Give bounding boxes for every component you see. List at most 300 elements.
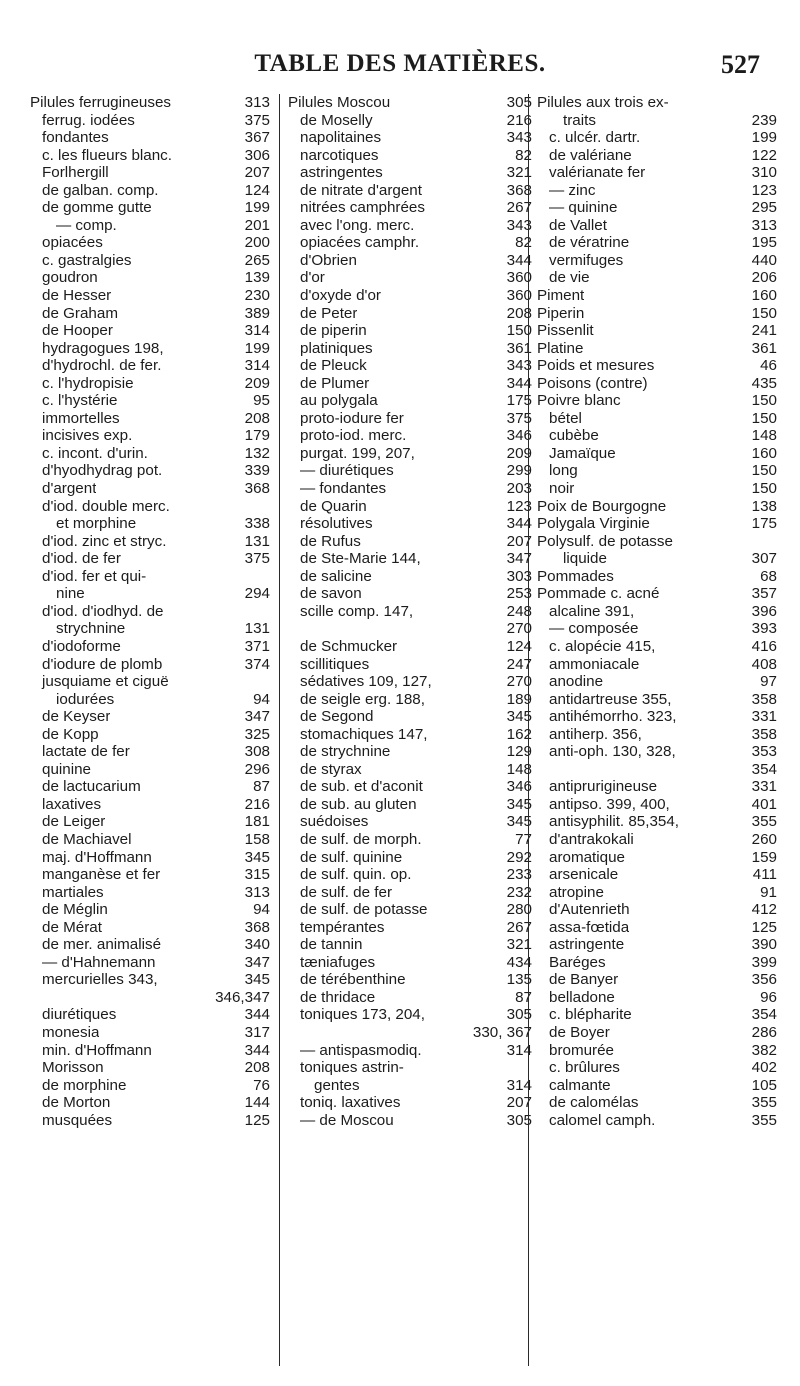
index-entry <box>30 884 270 902</box>
entry-term: de strychnine <box>300 743 391 761</box>
index-entry <box>288 919 532 937</box>
index-entry <box>288 778 532 796</box>
entry-pages: 209 <box>244 374 270 392</box>
entry-term: antihémorrho. 323, <box>549 708 677 726</box>
entry-pages: 295 <box>751 199 777 217</box>
index-entry <box>30 445 270 463</box>
entry-term: Polygala Virginie <box>537 515 650 533</box>
index-entry <box>537 656 777 674</box>
index-entry <box>30 638 270 656</box>
index-entry <box>288 129 532 147</box>
index-entry <box>537 761 777 779</box>
entry-pages: 91 <box>760 883 777 901</box>
index-entry <box>30 708 270 726</box>
entry-term: de calomélas <box>549 1094 639 1112</box>
index-entry <box>537 427 777 445</box>
entry-term: résolutives <box>300 515 373 533</box>
entry-term: Morisson <box>42 1059 104 1077</box>
entry-pages: 344 <box>506 374 532 392</box>
index-entry <box>288 936 532 954</box>
entry-pages: 434 <box>506 953 532 971</box>
entry-term: iodurées <box>56 690 115 708</box>
entry-term: toniq. laxatives <box>300 1094 401 1112</box>
entry-term: de Mérat <box>42 918 102 936</box>
entry-pages: 313 <box>244 883 270 901</box>
entry-term: de savon <box>300 585 362 603</box>
entry-pages: 416 <box>751 637 777 655</box>
entry-pages: 150 <box>751 392 777 410</box>
index-entry <box>30 1112 270 1130</box>
entry-term: de sulf. de potasse <box>300 901 428 919</box>
entry-term: Poivre blanc <box>537 392 621 410</box>
index-entry <box>537 1042 777 1060</box>
entry-pages: 208 <box>506 304 532 322</box>
entry-term: traits <box>563 111 596 129</box>
entry-term: Pissenlit <box>537 322 594 340</box>
entry-term: astringentes <box>300 164 383 182</box>
index-entry <box>30 480 270 498</box>
entry-pages: 87 <box>515 988 532 1006</box>
entry-term: d'Obrien <box>300 251 357 269</box>
index-entry <box>288 1059 532 1077</box>
entry-term: de vératrine <box>549 234 630 252</box>
entry-term: Jamaïque <box>549 444 616 462</box>
entry-term: bétel <box>549 409 582 427</box>
index-entry <box>537 287 777 305</box>
entry-pages: 315 <box>244 866 270 884</box>
entry-term: immortelles <box>42 409 120 427</box>
entry-pages: 207 <box>244 164 270 182</box>
entry-term: c. brûlures <box>549 1059 620 1077</box>
entry-pages: 371 <box>244 637 270 655</box>
entry-term: de vie <box>549 269 590 287</box>
index-entry <box>30 778 270 796</box>
entry-term: diurétiques <box>42 1006 117 1024</box>
index-entry <box>288 849 532 867</box>
entry-pages: 162 <box>506 725 532 743</box>
entry-term: incisives exp. <box>42 427 133 445</box>
index-entry <box>288 673 532 691</box>
entry-pages: 241 <box>751 322 777 340</box>
index-entry <box>288 392 532 410</box>
entry-term: de térébenthine <box>300 971 406 989</box>
entry-term: d'antrakokali <box>549 830 634 848</box>
index-entry <box>288 813 532 831</box>
index-entry <box>537 217 777 235</box>
entry-pages: 181 <box>244 813 270 831</box>
running-title: TABLE DES MATIÈRES. <box>254 50 546 77</box>
index-entry <box>30 305 270 323</box>
entry-pages: 368 <box>506 181 532 199</box>
index-entry <box>537 603 777 621</box>
entry-pages: 125 <box>751 918 777 936</box>
index-entry <box>30 849 270 867</box>
index-entry <box>288 287 532 305</box>
entry-pages: 207 <box>506 532 532 550</box>
entry-pages: 68 <box>760 567 777 585</box>
index-entry <box>288 585 532 603</box>
index-entry <box>537 919 777 937</box>
entry-pages: 160 <box>751 444 777 462</box>
index-entry <box>537 1024 777 1042</box>
entry-term: de Leiger <box>42 813 106 831</box>
entry-term: astringente <box>549 936 625 954</box>
entry-pages: 96 <box>760 988 777 1006</box>
entry-term: de sub. au gluten <box>300 795 417 813</box>
index-entry <box>30 287 270 305</box>
entry-pages: 253 <box>506 585 532 603</box>
entry-term: d'oxyde d'or <box>300 287 381 305</box>
entry-pages: 357 <box>751 585 777 603</box>
entry-term: c. l'hydropisie <box>42 374 134 392</box>
entry-term: toniques astrin- <box>300 1059 404 1077</box>
index-entry <box>288 708 532 726</box>
entry-term: tempérantes <box>300 918 385 936</box>
index-entry <box>537 954 777 972</box>
entry-term: aromatique <box>549 848 625 866</box>
entry-term: Pommade c. acné <box>537 585 660 603</box>
index-entry <box>288 269 532 287</box>
entry-pages: 138 <box>751 497 777 515</box>
index-entry <box>537 884 777 902</box>
entry-pages: 280 <box>506 901 532 919</box>
entry-pages: 321 <box>506 936 532 954</box>
entry-pages: 402 <box>751 1059 777 1077</box>
index-entry <box>537 269 777 287</box>
index-entry <box>288 480 532 498</box>
entry-term: d'Autenrieth <box>549 901 630 919</box>
entry-pages: 199 <box>751 129 777 147</box>
entry-pages: 375 <box>244 550 270 568</box>
entry-pages: 296 <box>244 760 270 778</box>
entry-term: narcotiques <box>300 146 379 164</box>
index-entry <box>30 533 270 551</box>
index-entry <box>288 199 532 217</box>
entry-pages: 347 <box>506 550 532 568</box>
entry-term: martiales <box>42 883 104 901</box>
entry-pages: 195 <box>751 234 777 252</box>
index-entry <box>30 813 270 831</box>
index-entry <box>30 971 270 989</box>
entry-pages: 356 <box>751 971 777 989</box>
entry-pages: 340 <box>244 936 270 954</box>
entry-pages: 408 <box>751 655 777 673</box>
entry-pages: 368 <box>244 480 270 498</box>
index-entry <box>30 427 270 445</box>
entry-pages: 346 <box>506 427 532 445</box>
entry-term: alcaline 391, <box>549 602 635 620</box>
entry-pages: 331 <box>751 778 777 796</box>
index-entry <box>30 217 270 235</box>
entry-term: de valériane <box>549 146 632 164</box>
entry-term: Polysulf. de potasse <box>537 532 673 550</box>
entry-pages: 203 <box>506 480 532 498</box>
entry-pages: 355 <box>751 813 777 831</box>
entry-pages: 82 <box>515 146 532 164</box>
index-entry <box>30 375 270 393</box>
entry-term: antiherp. 356, <box>549 725 642 743</box>
entry-term: d'iod. d'iodhyd. de <box>42 602 164 620</box>
index-entry <box>30 94 270 112</box>
entry-pages: 158 <box>244 830 270 848</box>
entry-pages: 150 <box>751 462 777 480</box>
index-entry <box>288 866 532 884</box>
entry-term: de gomme gutte <box>42 199 152 217</box>
index-entry <box>537 1112 777 1130</box>
entry-pages: 267 <box>506 199 532 217</box>
entry-pages: 345 <box>244 848 270 866</box>
entry-pages: 299 <box>506 462 532 480</box>
index-entry <box>288 357 532 375</box>
index-entry <box>537 392 777 410</box>
entry-pages: 411 <box>752 866 777 884</box>
entry-pages: 232 <box>506 883 532 901</box>
index-entry <box>30 691 270 709</box>
entry-pages: 396 <box>751 602 777 620</box>
index-entry <box>537 778 777 796</box>
entry-pages: 313 <box>751 216 777 234</box>
index-entry <box>537 726 777 744</box>
entry-pages: 390 <box>751 936 777 954</box>
index-entry <box>30 410 270 428</box>
index-entry <box>288 322 532 340</box>
entry-pages: 305 <box>506 1111 532 1129</box>
entry-pages: 375 <box>506 409 532 427</box>
entry-pages: 347 <box>244 953 270 971</box>
entry-pages: 347 <box>244 708 270 726</box>
entry-pages: 360 <box>506 269 532 287</box>
index-entry <box>537 129 777 147</box>
entry-term: de sulf. de morph. <box>300 830 422 848</box>
entry-term: nitrées camphrées <box>300 199 425 217</box>
index-entry <box>537 989 777 1007</box>
entry-pages: 292 <box>506 848 532 866</box>
index-entry <box>30 269 270 287</box>
index-entry <box>288 603 532 621</box>
entry-pages: 358 <box>751 725 777 743</box>
index-entry <box>537 515 777 533</box>
entry-pages: 382 <box>751 1041 777 1059</box>
index-entry <box>537 112 777 130</box>
entry-pages: 131 <box>244 620 270 638</box>
entry-term: d'argent <box>42 480 97 498</box>
entry-pages: 160 <box>751 287 777 305</box>
entry-term: c. les flueurs blanc. <box>42 146 172 164</box>
entry-pages: 345 <box>506 813 532 831</box>
index-entry <box>537 199 777 217</box>
entry-pages: 216 <box>506 111 532 129</box>
entry-pages: 389 <box>244 304 270 322</box>
index-column-1 <box>30 94 270 1366</box>
entry-term: de Peter <box>300 304 358 322</box>
entry-pages: 150 <box>751 409 777 427</box>
index-column-3 <box>528 94 777 1366</box>
entry-term: Poisons (contre) <box>537 374 648 392</box>
entry-pages: 270 <box>506 620 532 638</box>
entry-pages: 344 <box>506 515 532 533</box>
entry-term: de galban. comp. <box>42 181 159 199</box>
index-entry <box>288 989 532 1007</box>
entry-pages: 124 <box>244 181 270 199</box>
index-entry <box>288 1042 532 1060</box>
entry-pages: 260 <box>751 830 777 848</box>
index-entry <box>30 568 270 586</box>
entry-pages: 339 <box>244 462 270 480</box>
index-entry <box>288 305 532 323</box>
entry-term: calomel camph. <box>549 1111 656 1129</box>
entry-term: laxatives <box>42 795 102 813</box>
entry-pages <box>266 498 270 516</box>
entry-term: d'or <box>300 269 325 287</box>
entry-pages: 46 <box>760 357 777 375</box>
entry-term: d'iodure de plomb <box>42 655 163 673</box>
index-entry <box>537 550 777 568</box>
entry-term: ammoniacale <box>549 655 640 673</box>
index-entry <box>537 1094 777 1112</box>
entry-term: long <box>549 462 578 480</box>
entry-pages: 412 <box>751 901 777 919</box>
index-entry <box>30 550 270 568</box>
index-entry <box>30 936 270 954</box>
index-entry <box>537 94 777 112</box>
entry-pages: 330, 367 <box>472 1023 532 1041</box>
entry-pages: 132 <box>244 444 270 462</box>
entry-term: scillitiques <box>300 655 370 673</box>
index-entry <box>30 919 270 937</box>
entry-term: maj. d'Hoffmann <box>42 848 152 866</box>
entry-term: anodine <box>549 673 604 691</box>
entry-term: de Ste-Marie 144, <box>300 550 421 568</box>
entry-term: proto-iodure fer <box>300 409 404 427</box>
entry-pages: 175 <box>751 515 777 533</box>
index-entry <box>537 375 777 393</box>
entry-pages: 367 <box>244 129 270 147</box>
entry-term: calmante <box>549 1076 611 1094</box>
entry-pages: 247 <box>506 655 532 673</box>
entry-pages: 200 <box>244 234 270 252</box>
entry-pages: 331 <box>751 708 777 726</box>
entry-term: c. gastralgies <box>42 251 132 269</box>
entry-pages: 207 <box>506 1094 532 1112</box>
entry-term: de lactucarium <box>42 778 141 796</box>
entry-pages: 94 <box>253 901 270 919</box>
entry-pages <box>773 94 777 112</box>
entry-pages: 208 <box>244 1059 270 1077</box>
index-entry <box>288 691 532 709</box>
entry-term: c. incont. d'urin. <box>42 444 148 462</box>
entry-pages: 307 <box>751 550 777 568</box>
entry-term: de Quarin <box>300 497 367 515</box>
index-entry <box>288 1112 532 1130</box>
entry-term: — composée <box>549 620 639 638</box>
entry-term: goudron <box>42 269 98 287</box>
entry-term: — fondantes <box>300 480 387 498</box>
entry-pages: 208 <box>244 409 270 427</box>
entry-pages: 308 <box>244 743 270 761</box>
index-entry <box>288 533 532 551</box>
index-entry <box>30 954 270 972</box>
index-entry <box>30 1094 270 1112</box>
index-entry <box>288 831 532 849</box>
index-entry <box>30 620 270 638</box>
entry-term: quinine <box>42 760 91 778</box>
entry-term: liquide <box>563 550 607 568</box>
entry-pages <box>773 533 777 551</box>
entry-term: d'hydrochl. de fer. <box>42 357 162 375</box>
entry-pages: 374 <box>244 655 270 673</box>
entry-term: proto-iod. merc. <box>300 427 407 445</box>
entry-term: musquées <box>42 1111 113 1129</box>
entry-pages: 179 <box>244 427 270 445</box>
index-entry <box>288 1024 532 1042</box>
entry-term: monesia <box>42 1023 100 1041</box>
entry-term: de Méglin <box>42 901 108 919</box>
index-entry <box>537 1006 777 1024</box>
index-entry <box>537 252 777 270</box>
entry-term: de Pleuck <box>300 357 367 375</box>
entry-term: gentes <box>314 1076 360 1094</box>
entry-term: de tannin <box>300 936 363 954</box>
index-entry <box>30 392 270 410</box>
entry-pages: 338 <box>244 515 270 533</box>
entry-term: Platine <box>537 339 584 357</box>
index-entry <box>537 585 777 603</box>
entry-pages: 248 <box>506 602 532 620</box>
entry-term: de sub. et d'aconit <box>300 778 423 796</box>
entry-term: d'hyodhydrag pot. <box>42 462 163 480</box>
entry-term: — antispasmodiq. <box>300 1041 422 1059</box>
entry-term: de sulf. de fer <box>300 883 393 901</box>
index-entry <box>537 673 777 691</box>
index-entry <box>288 901 532 919</box>
entry-term: Pommades <box>537 567 614 585</box>
entry-term: d'iod. zinc et stryc. <box>42 532 167 550</box>
entry-term: ferrug. iodées <box>42 111 135 129</box>
entry-pages <box>266 673 270 691</box>
index-entry <box>288 743 532 761</box>
entry-pages: 355 <box>751 1111 777 1129</box>
index-entry <box>288 1094 532 1112</box>
entry-term: lactate de fer <box>42 743 130 761</box>
entry-pages: 95 <box>253 392 270 410</box>
entry-pages: 199 <box>244 339 270 357</box>
entry-term: manganèse et fer <box>42 866 161 884</box>
entry-term: — diurétiques <box>300 462 394 480</box>
entry-term: et morphine <box>56 515 137 533</box>
entry-term: antipso. 399, 400, <box>549 795 670 813</box>
entry-pages: 344 <box>244 1006 270 1024</box>
entry-term: de thridace <box>300 988 376 1006</box>
index-entry <box>30 129 270 147</box>
index-entry <box>537 866 777 884</box>
entry-term: de Hesser <box>42 287 112 305</box>
index-entry <box>30 796 270 814</box>
entry-pages: 325 <box>244 725 270 743</box>
index-entry <box>537 708 777 726</box>
index-entry <box>537 480 777 498</box>
entry-pages: 97 <box>760 673 777 691</box>
entry-pages: 345 <box>506 708 532 726</box>
entry-pages: 310 <box>751 164 777 182</box>
page-number: 527 <box>721 50 760 79</box>
index-entry <box>30 866 270 884</box>
index-entry <box>30 252 270 270</box>
entry-term: purgat. 199, 207, <box>300 444 415 462</box>
index-entry <box>537 533 777 551</box>
entry-term: de sulf. quinine <box>300 848 403 866</box>
entry-pages: 353 <box>751 743 777 761</box>
entry-term: de seigle erg. 188, <box>300 690 425 708</box>
